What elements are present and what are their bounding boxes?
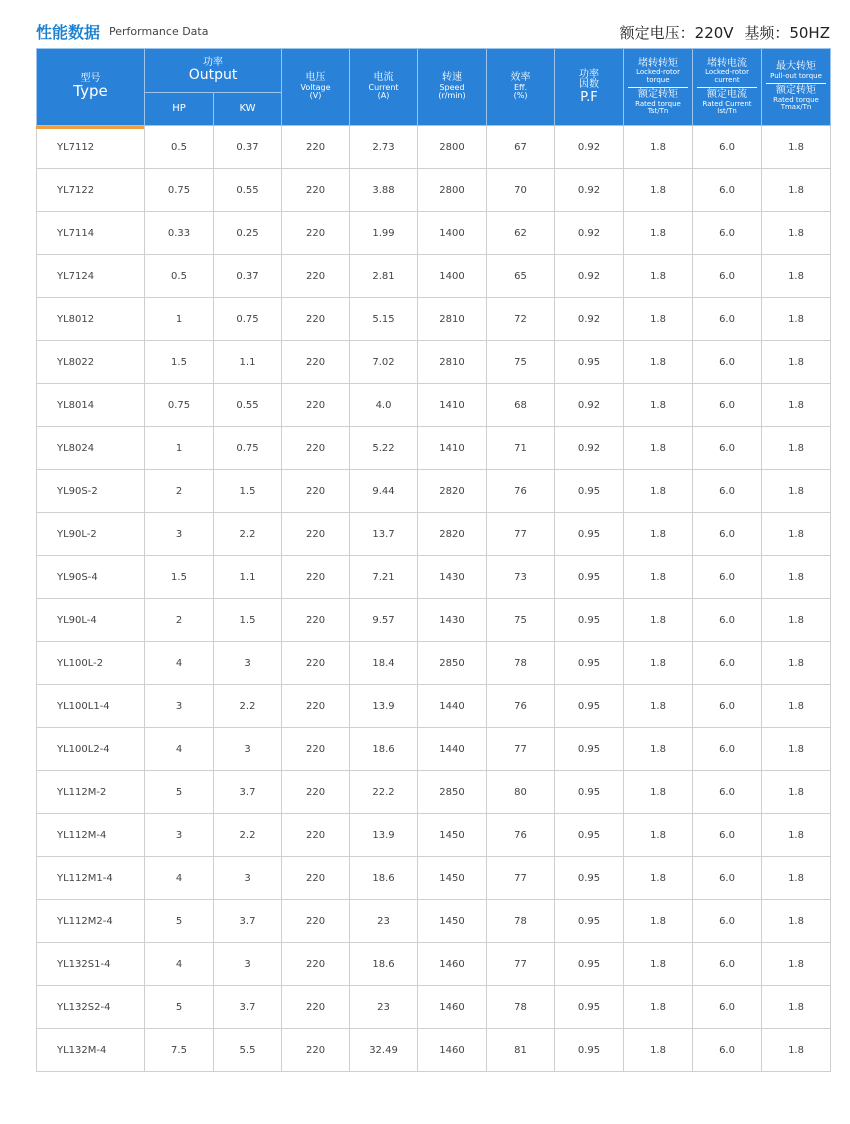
cell-locked-current: 6.0 — [693, 1029, 762, 1072]
cell-locked-current: 6.0 — [693, 943, 762, 986]
cell-speed: 1410 — [418, 384, 487, 427]
cell-type: YL7122 — [37, 169, 145, 212]
cell-pf: 0.92 — [555, 384, 624, 427]
performance-table — [36, 48, 831, 1072]
cell-current: 18.6 — [350, 943, 418, 986]
cell-voltage: 220 — [282, 642, 350, 685]
cell-locked-torque: 1.8 — [624, 470, 693, 513]
cell-eff: 77 — [487, 513, 555, 556]
cell-eff: 78 — [487, 986, 555, 1029]
cell-voltage: 220 — [282, 900, 350, 943]
cell-kw: 1.5 — [214, 470, 282, 513]
cell-pf: 0.95 — [555, 599, 624, 642]
cell-eff: 68 — [487, 384, 555, 427]
col-current: 电流 Current (A) — [350, 49, 418, 126]
cell-locked-current: 6.0 — [693, 771, 762, 814]
cell-hp: 3 — [145, 685, 214, 728]
cell-speed: 1450 — [418, 900, 487, 943]
cell-current: 32.49 — [350, 1029, 418, 1072]
cell-kw: 2.2 — [214, 513, 282, 556]
cell-type: YL90S-4 — [37, 556, 145, 599]
cell-speed: 1460 — [418, 943, 487, 986]
cell-locked-current: 6.0 — [693, 900, 762, 943]
cell-locked-torque: 1.8 — [624, 685, 693, 728]
cell-kw: 0.37 — [214, 255, 282, 298]
col-locked-torque: 堵转转矩 Locked-rotor torque 额定转矩 Rated torque Tst/Tn — [624, 49, 693, 126]
cell-kw: 3.7 — [214, 900, 282, 943]
cell-max-torque: 1.8 — [762, 212, 831, 255]
cell-max-torque: 1.8 — [762, 900, 831, 943]
cell-max-torque: 1.8 — [762, 169, 831, 212]
cell-eff: 77 — [487, 728, 555, 771]
cell-hp: 5 — [145, 900, 214, 943]
cell-eff: 76 — [487, 470, 555, 513]
cell-locked-current: 6.0 — [693, 857, 762, 900]
cell-hp: 0.75 — [145, 384, 214, 427]
cell-kw: 3 — [214, 857, 282, 900]
cell-eff: 80 — [487, 771, 555, 814]
cell-pf: 0.95 — [555, 771, 624, 814]
cell-locked-torque: 1.8 — [624, 642, 693, 685]
cell-voltage: 220 — [282, 556, 350, 599]
col-output: 功率 Output — [145, 49, 282, 93]
cell-locked-torque: 1.8 — [624, 513, 693, 556]
cell-voltage: 220 — [282, 513, 350, 556]
cell-voltage: 220 — [282, 212, 350, 255]
cell-current: 7.02 — [350, 341, 418, 384]
cell-pf: 0.95 — [555, 642, 624, 685]
cell-max-torque: 1.8 — [762, 771, 831, 814]
col-voltage: 电压 Voltage (V) — [282, 49, 350, 126]
cell-hp: 4 — [145, 857, 214, 900]
page-header — [36, 18, 830, 48]
cell-pf: 0.95 — [555, 341, 624, 384]
table-row — [37, 255, 831, 298]
cell-hp: 4 — [145, 943, 214, 986]
cell-eff: 77 — [487, 857, 555, 900]
cell-voltage: 220 — [282, 814, 350, 857]
table-row — [37, 212, 831, 255]
cell-type: YL7112 — [37, 126, 145, 169]
cell-locked-current: 6.0 — [693, 599, 762, 642]
table-row — [37, 513, 831, 556]
cell-pf: 0.95 — [555, 556, 624, 599]
cell-locked-current: 6.0 — [693, 814, 762, 857]
table-body — [37, 126, 831, 1072]
cell-type: YL8022 — [37, 341, 145, 384]
cell-speed: 1440 — [418, 728, 487, 771]
cell-kw: 0.75 — [214, 427, 282, 470]
cell-type: YL90L-4 — [37, 599, 145, 642]
cell-locked-torque: 1.8 — [624, 814, 693, 857]
cell-locked-torque: 1.8 — [624, 1029, 693, 1072]
accent-line — [36, 126, 144, 129]
cell-speed: 2810 — [418, 341, 487, 384]
cell-voltage: 220 — [282, 255, 350, 298]
cell-kw: 0.25 — [214, 212, 282, 255]
col-locked-current: 堵转电流 Locked-rotor current 额定电流 Rated Current Ist/Tn — [693, 49, 762, 126]
cell-max-torque: 1.8 — [762, 470, 831, 513]
cell-speed: 1440 — [418, 685, 487, 728]
cell-kw: 5.5 — [214, 1029, 282, 1072]
table-row — [37, 943, 831, 986]
cell-locked-current: 6.0 — [693, 126, 762, 169]
cell-locked-current: 6.0 — [693, 642, 762, 685]
cell-speed: 2810 — [418, 298, 487, 341]
cell-locked-current: 6.0 — [693, 470, 762, 513]
cell-pf: 0.95 — [555, 685, 624, 728]
cell-locked-torque: 1.8 — [624, 771, 693, 814]
cell-locked-current: 6.0 — [693, 513, 762, 556]
cell-kw: 3 — [214, 943, 282, 986]
cell-max-torque: 1.8 — [762, 556, 831, 599]
cell-hp: 5 — [145, 986, 214, 1029]
cell-speed: 1400 — [418, 212, 487, 255]
table-row — [37, 599, 831, 642]
cell-max-torque: 1.8 — [762, 384, 831, 427]
cell-pf: 0.92 — [555, 212, 624, 255]
cell-eff: 67 — [487, 126, 555, 169]
cell-type: YL112M2-4 — [37, 900, 145, 943]
cell-locked-current: 6.0 — [693, 728, 762, 771]
cell-locked-torque: 1.8 — [624, 556, 693, 599]
cell-max-torque: 1.8 — [762, 814, 831, 857]
cell-locked-torque: 1.8 — [624, 599, 693, 642]
table-row — [37, 814, 831, 857]
cell-eff: 78 — [487, 642, 555, 685]
cell-speed: 2820 — [418, 470, 487, 513]
cell-current: 9.44 — [350, 470, 418, 513]
cell-hp: 0.5 — [145, 255, 214, 298]
cell-pf: 0.95 — [555, 814, 624, 857]
cell-voltage: 220 — [282, 728, 350, 771]
cell-type: YL100L-2 — [37, 642, 145, 685]
cell-locked-current: 6.0 — [693, 685, 762, 728]
cell-pf: 0.92 — [555, 255, 624, 298]
cell-current: 13.9 — [350, 685, 418, 728]
cell-pf: 0.95 — [555, 513, 624, 556]
col-output-kw: KW — [214, 93, 282, 126]
cell-voltage: 220 — [282, 857, 350, 900]
cell-max-torque: 1.8 — [762, 728, 831, 771]
cell-current: 23 — [350, 900, 418, 943]
cell-kw: 2.2 — [214, 685, 282, 728]
table-row — [37, 298, 831, 341]
table-row — [37, 857, 831, 900]
cell-speed: 1430 — [418, 556, 487, 599]
base-frequency: 基频：50HZ — [744, 24, 830, 42]
cell-type: YL90L-2 — [37, 513, 145, 556]
cell-speed: 2800 — [418, 126, 487, 169]
cell-locked-current: 6.0 — [693, 384, 762, 427]
cell-pf: 0.95 — [555, 857, 624, 900]
table-row — [37, 986, 831, 1029]
cell-voltage: 220 — [282, 298, 350, 341]
cell-current: 9.57 — [350, 599, 418, 642]
cell-locked-current: 6.0 — [693, 341, 762, 384]
cell-eff: 76 — [487, 685, 555, 728]
cell-kw: 3.7 — [214, 771, 282, 814]
cell-locked-torque: 1.8 — [624, 427, 693, 470]
cell-eff: 75 — [487, 341, 555, 384]
cell-type: YL112M-2 — [37, 771, 145, 814]
cell-kw: 0.55 — [214, 384, 282, 427]
cell-pf: 0.95 — [555, 470, 624, 513]
cell-eff: 76 — [487, 814, 555, 857]
cell-eff: 77 — [487, 943, 555, 986]
cell-hp: 4 — [145, 728, 214, 771]
title-cn: 性能数据 — [36, 23, 101, 42]
cell-type: YL7114 — [37, 212, 145, 255]
cell-voltage: 220 — [282, 685, 350, 728]
cell-current: 22.2 — [350, 771, 418, 814]
cell-max-torque: 1.8 — [762, 341, 831, 384]
cell-pf: 0.95 — [555, 943, 624, 986]
cell-speed: 2850 — [418, 771, 487, 814]
cell-kw: 0.75 — [214, 298, 282, 341]
cell-voltage: 220 — [282, 169, 350, 212]
col-type: 型号 Type — [37, 49, 145, 126]
cell-hp: 0.5 — [145, 126, 214, 169]
cell-speed: 1450 — [418, 857, 487, 900]
cell-type: YL112M-4 — [37, 814, 145, 857]
cell-voltage: 220 — [282, 599, 350, 642]
cell-hp: 0.33 — [145, 212, 214, 255]
cell-kw: 3.7 — [214, 986, 282, 1029]
cell-eff: 73 — [487, 556, 555, 599]
cell-max-torque: 1.8 — [762, 986, 831, 1029]
cell-hp: 7.5 — [145, 1029, 214, 1072]
cell-speed: 1400 — [418, 255, 487, 298]
cell-kw: 0.55 — [214, 169, 282, 212]
cell-hp: 5 — [145, 771, 214, 814]
cell-max-torque: 1.8 — [762, 255, 831, 298]
cell-pf: 0.92 — [555, 298, 624, 341]
cell-type: YL112M1-4 — [37, 857, 145, 900]
cell-locked-current: 6.0 — [693, 255, 762, 298]
cell-current: 5.15 — [350, 298, 418, 341]
cell-hp: 4 — [145, 642, 214, 685]
cell-max-torque: 1.8 — [762, 1029, 831, 1072]
cell-eff: 72 — [487, 298, 555, 341]
col-speed: 转速 Speed (r/min) — [418, 49, 487, 126]
table-row — [37, 900, 831, 943]
table-row — [37, 685, 831, 728]
cell-voltage: 220 — [282, 470, 350, 513]
cell-kw: 1.1 — [214, 556, 282, 599]
cell-type: YL132M-4 — [37, 1029, 145, 1072]
cell-speed: 2800 — [418, 169, 487, 212]
cell-pf: 0.92 — [555, 169, 624, 212]
cell-pf: 0.95 — [555, 900, 624, 943]
cell-voltage: 220 — [282, 126, 350, 169]
cell-type: YL100L2-4 — [37, 728, 145, 771]
cell-max-torque: 1.8 — [762, 857, 831, 900]
cell-type: YL8014 — [37, 384, 145, 427]
cell-hp: 0.75 — [145, 169, 214, 212]
header-row-top — [37, 49, 831, 93]
cell-max-torque: 1.8 — [762, 642, 831, 685]
cell-hp: 1 — [145, 298, 214, 341]
cell-hp: 1 — [145, 427, 214, 470]
cell-current: 1.99 — [350, 212, 418, 255]
cell-locked-torque: 1.8 — [624, 857, 693, 900]
col-eff: 效率 Eff. (%) — [487, 49, 555, 126]
cell-pf: 0.95 — [555, 728, 624, 771]
cell-pf: 0.95 — [555, 986, 624, 1029]
cell-eff: 65 — [487, 255, 555, 298]
cell-current: 13.7 — [350, 513, 418, 556]
cell-current: 3.88 — [350, 169, 418, 212]
cell-speed: 1410 — [418, 427, 487, 470]
cell-locked-current: 6.0 — [693, 169, 762, 212]
cell-kw: 3 — [214, 728, 282, 771]
cell-locked-torque: 1.8 — [624, 126, 693, 169]
cell-current: 13.9 — [350, 814, 418, 857]
cell-locked-torque: 1.8 — [624, 298, 693, 341]
cell-hp: 2 — [145, 599, 214, 642]
cell-current: 7.21 — [350, 556, 418, 599]
cell-type: YL100L1-4 — [37, 685, 145, 728]
col-output-hp: HP — [145, 93, 214, 126]
cell-voltage: 220 — [282, 341, 350, 384]
col-pf: 功率 因数 P.F — [555, 49, 624, 126]
cell-max-torque: 1.8 — [762, 126, 831, 169]
cell-speed: 2850 — [418, 642, 487, 685]
cell-speed: 1450 — [418, 814, 487, 857]
table-row — [37, 427, 831, 470]
cell-locked-torque: 1.8 — [624, 986, 693, 1029]
cell-eff: 62 — [487, 212, 555, 255]
cell-max-torque: 1.8 — [762, 298, 831, 341]
cell-current: 18.4 — [350, 642, 418, 685]
table-row — [37, 642, 831, 685]
table-row — [37, 556, 831, 599]
table-row — [37, 341, 831, 384]
cell-type: YL7124 — [37, 255, 145, 298]
cell-max-torque: 1.8 — [762, 513, 831, 556]
cell-max-torque: 1.8 — [762, 685, 831, 728]
cell-type: YL8012 — [37, 298, 145, 341]
table-row — [37, 771, 831, 814]
rating-info — [614, 22, 830, 43]
cell-pf: 0.92 — [555, 427, 624, 470]
cell-pf: 0.95 — [555, 1029, 624, 1072]
cell-hp: 3 — [145, 513, 214, 556]
cell-type: YL8024 — [37, 427, 145, 470]
cell-speed: 2820 — [418, 513, 487, 556]
cell-locked-current: 6.0 — [693, 986, 762, 1029]
cell-hp: 1.5 — [145, 341, 214, 384]
cell-voltage: 220 — [282, 771, 350, 814]
cell-current: 4.0 — [350, 384, 418, 427]
cell-current: 2.81 — [350, 255, 418, 298]
cell-hp: 1.5 — [145, 556, 214, 599]
cell-locked-torque: 1.8 — [624, 212, 693, 255]
cell-locked-current: 6.0 — [693, 212, 762, 255]
cell-hp: 3 — [145, 814, 214, 857]
title-en: Performance Data — [109, 25, 209, 38]
cell-locked-torque: 1.8 — [624, 341, 693, 384]
cell-eff: 70 — [487, 169, 555, 212]
cell-locked-torque: 1.8 — [624, 728, 693, 771]
cell-type: YL90S-2 — [37, 470, 145, 513]
cell-type: YL132S1-4 — [37, 943, 145, 986]
table-row — [37, 470, 831, 513]
cell-speed: 1430 — [418, 599, 487, 642]
cell-current: 18.6 — [350, 728, 418, 771]
cell-locked-torque: 1.8 — [624, 169, 693, 212]
cell-eff: 78 — [487, 900, 555, 943]
table-row — [37, 126, 831, 169]
cell-locked-current: 6.0 — [693, 556, 762, 599]
cell-current: 23 — [350, 986, 418, 1029]
cell-speed: 1460 — [418, 1029, 487, 1072]
cell-kw: 1.5 — [214, 599, 282, 642]
cell-current: 2.73 — [350, 126, 418, 169]
table-row — [37, 384, 831, 427]
cell-max-torque: 1.8 — [762, 599, 831, 642]
cell-kw: 3 — [214, 642, 282, 685]
cell-voltage: 220 — [282, 986, 350, 1029]
cell-type: YL132S2-4 — [37, 986, 145, 1029]
cell-voltage: 220 — [282, 427, 350, 470]
cell-locked-torque: 1.8 — [624, 943, 693, 986]
cell-kw: 1.1 — [214, 341, 282, 384]
col-max-torque: 最大转矩 Pull-out torque 额定转矩 Rated torque Tmax/Tn — [762, 49, 831, 126]
cell-voltage: 220 — [282, 384, 350, 427]
cell-current: 18.6 — [350, 857, 418, 900]
cell-locked-torque: 1.8 — [624, 255, 693, 298]
cell-eff: 75 — [487, 599, 555, 642]
cell-locked-current: 6.0 — [693, 427, 762, 470]
cell-max-torque: 1.8 — [762, 943, 831, 986]
table-row — [37, 169, 831, 212]
table-row — [37, 1029, 831, 1072]
cell-eff: 71 — [487, 427, 555, 470]
cell-kw: 2.2 — [214, 814, 282, 857]
cell-current: 5.22 — [350, 427, 418, 470]
cell-pf: 0.92 — [555, 126, 624, 169]
cell-hp: 2 — [145, 470, 214, 513]
cell-kw: 0.37 — [214, 126, 282, 169]
cell-locked-current: 6.0 — [693, 298, 762, 341]
cell-max-torque: 1.8 — [762, 427, 831, 470]
table-row — [37, 728, 831, 771]
cell-locked-torque: 1.8 — [624, 900, 693, 943]
cell-speed: 1460 — [418, 986, 487, 1029]
cell-eff: 81 — [487, 1029, 555, 1072]
cell-locked-torque: 1.8 — [624, 384, 693, 427]
cell-voltage: 220 — [282, 943, 350, 986]
cell-voltage: 220 — [282, 1029, 350, 1072]
rated-voltage: 额定电压：220V — [619, 24, 734, 42]
